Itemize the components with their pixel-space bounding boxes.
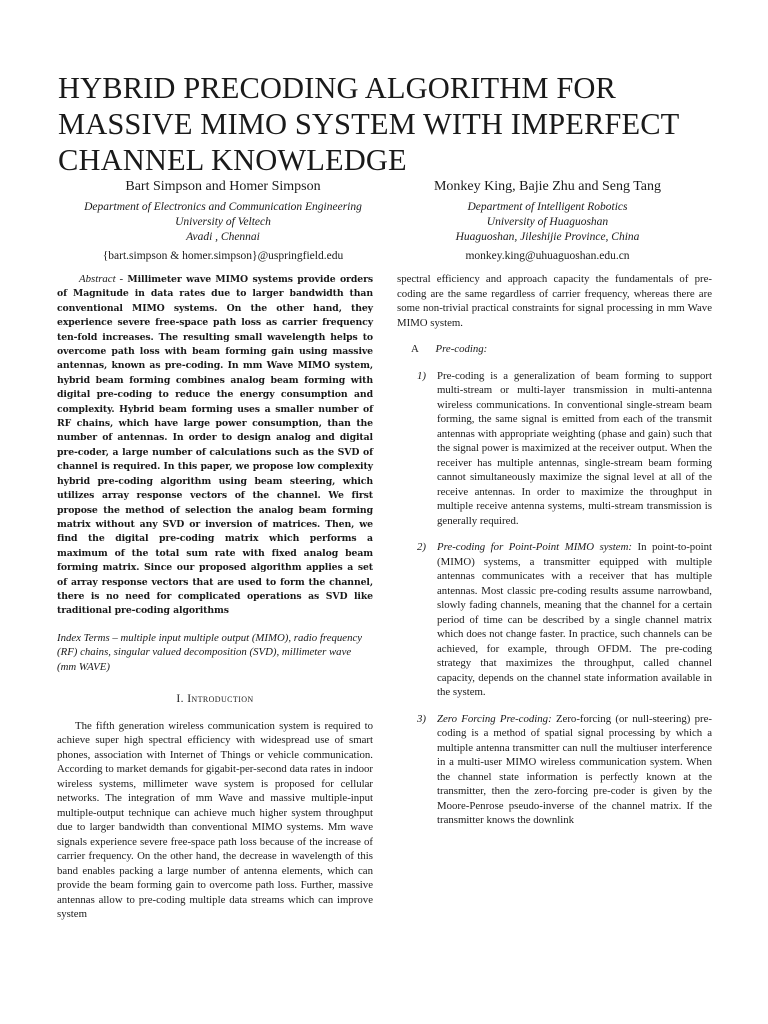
section-heading [57,692,373,707]
intro-paragraph: The fifth generation wireless communication system is required to achieve super high spectral efficiency with widespread use of smart phones, association with Internet of Things or vehicle communication. According to market demands for gigabit-per-second data rates in indoor wireless systems, millimeter wave system is proposed for cellular networks. The integration of mm Wave and massive multiple-input multiple-output technique can achieve much higher system throughput due to larger bandwidth than conventional MIMO systems. Mm wave signals experience severe free-space path loss because of the increase of carrier frequency. On the other hand, the decrease in wavelength of this band enables packing a large number of antenna elements, which can provide the beam forming gain to overcome path loss. Further, massive antennas allow to pre-coding multiple data streams which can improve system [57,719,373,921]
abstract-text: Millimeter wave MIMO systems provide orders of Magnitude in data rates due to larger bandwidth than conventional MIMO systems. On the other hand, they experience severe free-space path loss as carrier frequency ten-fold increases. The resulting small wavelength helps to overcome path loss with beam forming gain using massive antennas, known as pre-coding. In mm Wave MIMO system, hybrid beam forming combines analog beam forming with digital pre-coding to reduce the energy consumption and complexity. Hybrid beam forming uses a smaller number of RF chains, which have large power consumption, than the number of antennas. In order to design analog and digital pre-coder, a large number of calculations such as the SVD of channel is required. In this paper, we propose low complexity hybrid pre-coding algorithm using beam steering, which utilizes array response vectors of the channel. We first propose the method of selection the analog beam forming matrix without any SVD or inversion of matrices. Then, we find the digital pre-coding matrix which performs a maximum of the total sum rate with fixed analog beam forming matrix. Since our proposed algorithm applies a set of array response vectors that are used to form the channel, there is no need for complicated operations as SVD like traditional pre-coding algorithms [57,274,373,617]
list-item [397,540,712,700]
intro-continuation: spectral efficiency and approach capacity the fundamentals of pre-coding are the same regardless of carrier frequency, whereas there are some non-trivial practical constraints for signal processing in mm Wave MIMO system. [397,273,712,329]
author-block-1 [58,178,388,264]
author-university: University of Veltech [175,216,271,228]
subsection-number: A [411,343,419,355]
author-location: Avadi , Chennai [186,231,260,243]
author-block-2 [385,178,710,264]
left-column [57,272,373,922]
author-names: Bart Simpson and Homer Simpson [125,179,321,194]
abstract-label: Abstract - [79,273,124,285]
item-text: Zero-forcing (or null-steering) pre-coding is a method of spatial signal processing by which a multiple antenna transmitter can null the multiuser interference in a multi-user MIMO wireless communication system. When the channel state information is perfectly known at the transmitter, then the zero-forcing pre-coder is given by the Moore-Penrose pseudo-inverse of the channel matrix. If the transmitter knows the downlink [437,712,713,826]
item-lead: Zero Forcing Pre-coding: [437,712,552,725]
subsection-heading [411,342,712,357]
section-title: Introduction [187,693,254,706]
author-email: {bart.simpson & homer.simpson}@uspringfield.edu [102,250,344,262]
item-text: In point-to-point (MIMO) systems, a transmitter equipped with multiple antennas communicates with a receiver that has multiple antennas. Most classic pre-coding results assume narrowband, slowly fading channels, meaning that the channel for a certain period of time can be described by a single channel matrix which does not change faster. In practice, such channels can be achieved, for example, through OFDM. The pre-coding strategy that maximizes the throughput, called channel capacity, depends on the channel state information available in the system. [437,541,713,698]
item-text: Pre-coding is a generalization of beam forming to support multi-stream or multi-layer transmission in multi-antenna wireless communications. In conventional single-stream beam forming, the same signal is emitted from each of the transmit antennas with appropriate weighting (phase and gain) such that the signal power is maximized at the receiver output. When the receiver has multiple antennas, single-stream beam forming cannot simultaneously maximize the signal level at all of the receive antennas. In order to maximize the throughput in multiple receive antenna systems, multi-stream transmission is generally required. [437,369,712,527]
right-column [397,272,712,840]
list-item [397,369,712,529]
item-number: 2) [417,541,426,553]
item-number: 1) [417,369,426,382]
paper-title: HYBRID PRECODING ALGORITHM FOR MASSIVE MIMO SYSTEM WITH IMPERFECT CHANNEL KNOWLEDGE [58,71,679,177]
subsection-title: Pre-coding: [435,343,488,355]
section-number: I. [176,693,184,706]
author-names: Monkey King, Bajie Zhu and Seng Tang [433,179,661,194]
item-lead: Pre-coding for Point-Point MIMO system: [437,541,632,553]
abstract [57,272,373,619]
index-terms: Index Terms – multiple input multiple output (MIMO), radio frequency (RF) chains, singular valued decomposition (SVD), millimeter wave (mm WAVE) [57,631,363,673]
author-department: Department of Electronics and Communication Engineering [84,201,362,213]
item-number: 3) [417,712,426,725]
author-email: monkey.king@uhuaguoshan.edu.cn [465,250,630,262]
list-item [397,712,712,828]
author-location: Huaguoshan, Jileshijie Province, China [455,231,640,243]
author-university: University of Huaguoshan [486,216,609,228]
author-department: Department of Intelligent Robotics [467,201,628,213]
